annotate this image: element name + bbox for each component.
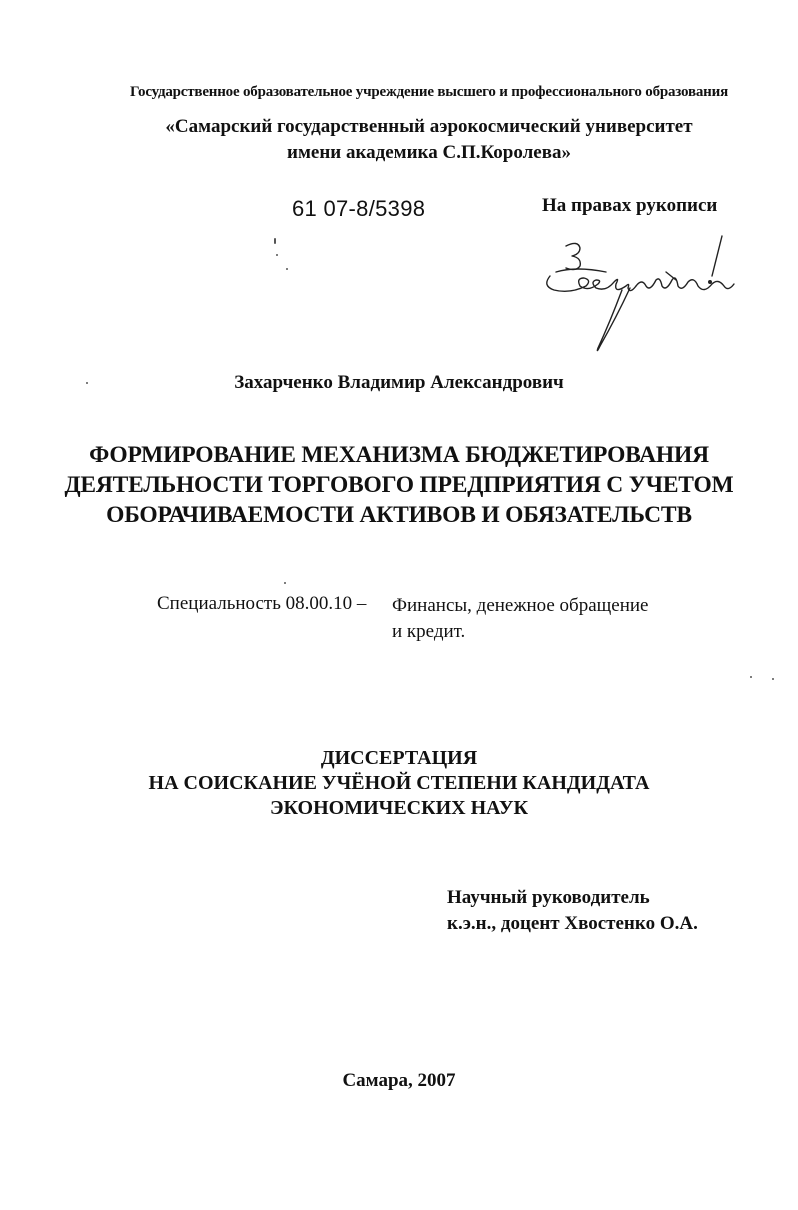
author-name: Захарченко Владимир Александрович: [234, 372, 564, 393]
institution-line: Государственное образовательное учреждение высшего и профессионального образования: [130, 84, 728, 100]
thesis-title-line-2: ДЕЯТЕЛЬНОСТИ ТОРГОВОГО ПРЕДПРИЯТИЯ С УЧЕТОМ: [64, 472, 734, 498]
degree-line-1: ДИССЕРТАЦИЯ: [320, 747, 478, 769]
supervisor-role: Научный руководитель: [447, 887, 650, 908]
scan-speck: [86, 382, 88, 384]
university-name-line-1: «Самарский государственный аэрокосмический университет: [165, 116, 693, 137]
degree-statement: [0, 746, 798, 821]
specialty-label: Специальность 08.00.10 –: [157, 593, 367, 614]
scan-speck: [286, 268, 288, 270]
scan-speck: [284, 582, 286, 584]
thesis-title-line-3: ОБОРАЧИВАЕМОСТИ АКТИВОВ И ОБЯЗАТЕЛЬСТВ: [106, 502, 692, 528]
catalog-number: 61 07-8/5398: [292, 196, 426, 221]
supervisor-block: [447, 885, 698, 937]
thesis-title-line-1: ФОРМИРОВАНИЕ МЕХАНИЗМА БЮДЖЕТИРОВАНИЯ: [89, 442, 709, 468]
scan-speck: [772, 678, 774, 680]
scan-speck: [750, 676, 752, 678]
specialty-value-line-1: Финансы, денежное обращение: [392, 595, 649, 616]
degree-line-2: НА СОИСКАНИЕ УЧЁНОЙ СТЕПЕНИ КАНДИДАТА: [148, 772, 650, 794]
rights-notice: На правах рукописи: [542, 195, 718, 216]
university-name: [40, 114, 798, 166]
place-and-year: Самара, 2007: [342, 1070, 456, 1091]
specialty-value: [392, 593, 649, 645]
university-name-line-2: имени академика С.П.Королева»: [287, 142, 571, 163]
scan-speck: [276, 254, 278, 256]
supervisor-name: к.э.н., доцент Хвостенко О.А.: [447, 913, 698, 934]
handwritten-signature: [536, 228, 746, 358]
scan-speck: [274, 238, 276, 244]
thesis-title: [30, 440, 768, 530]
degree-line-3: ЭКОНОМИЧЕСКИХ НАУК: [269, 797, 529, 819]
specialty-value-line-2: и кредит.: [392, 621, 466, 642]
